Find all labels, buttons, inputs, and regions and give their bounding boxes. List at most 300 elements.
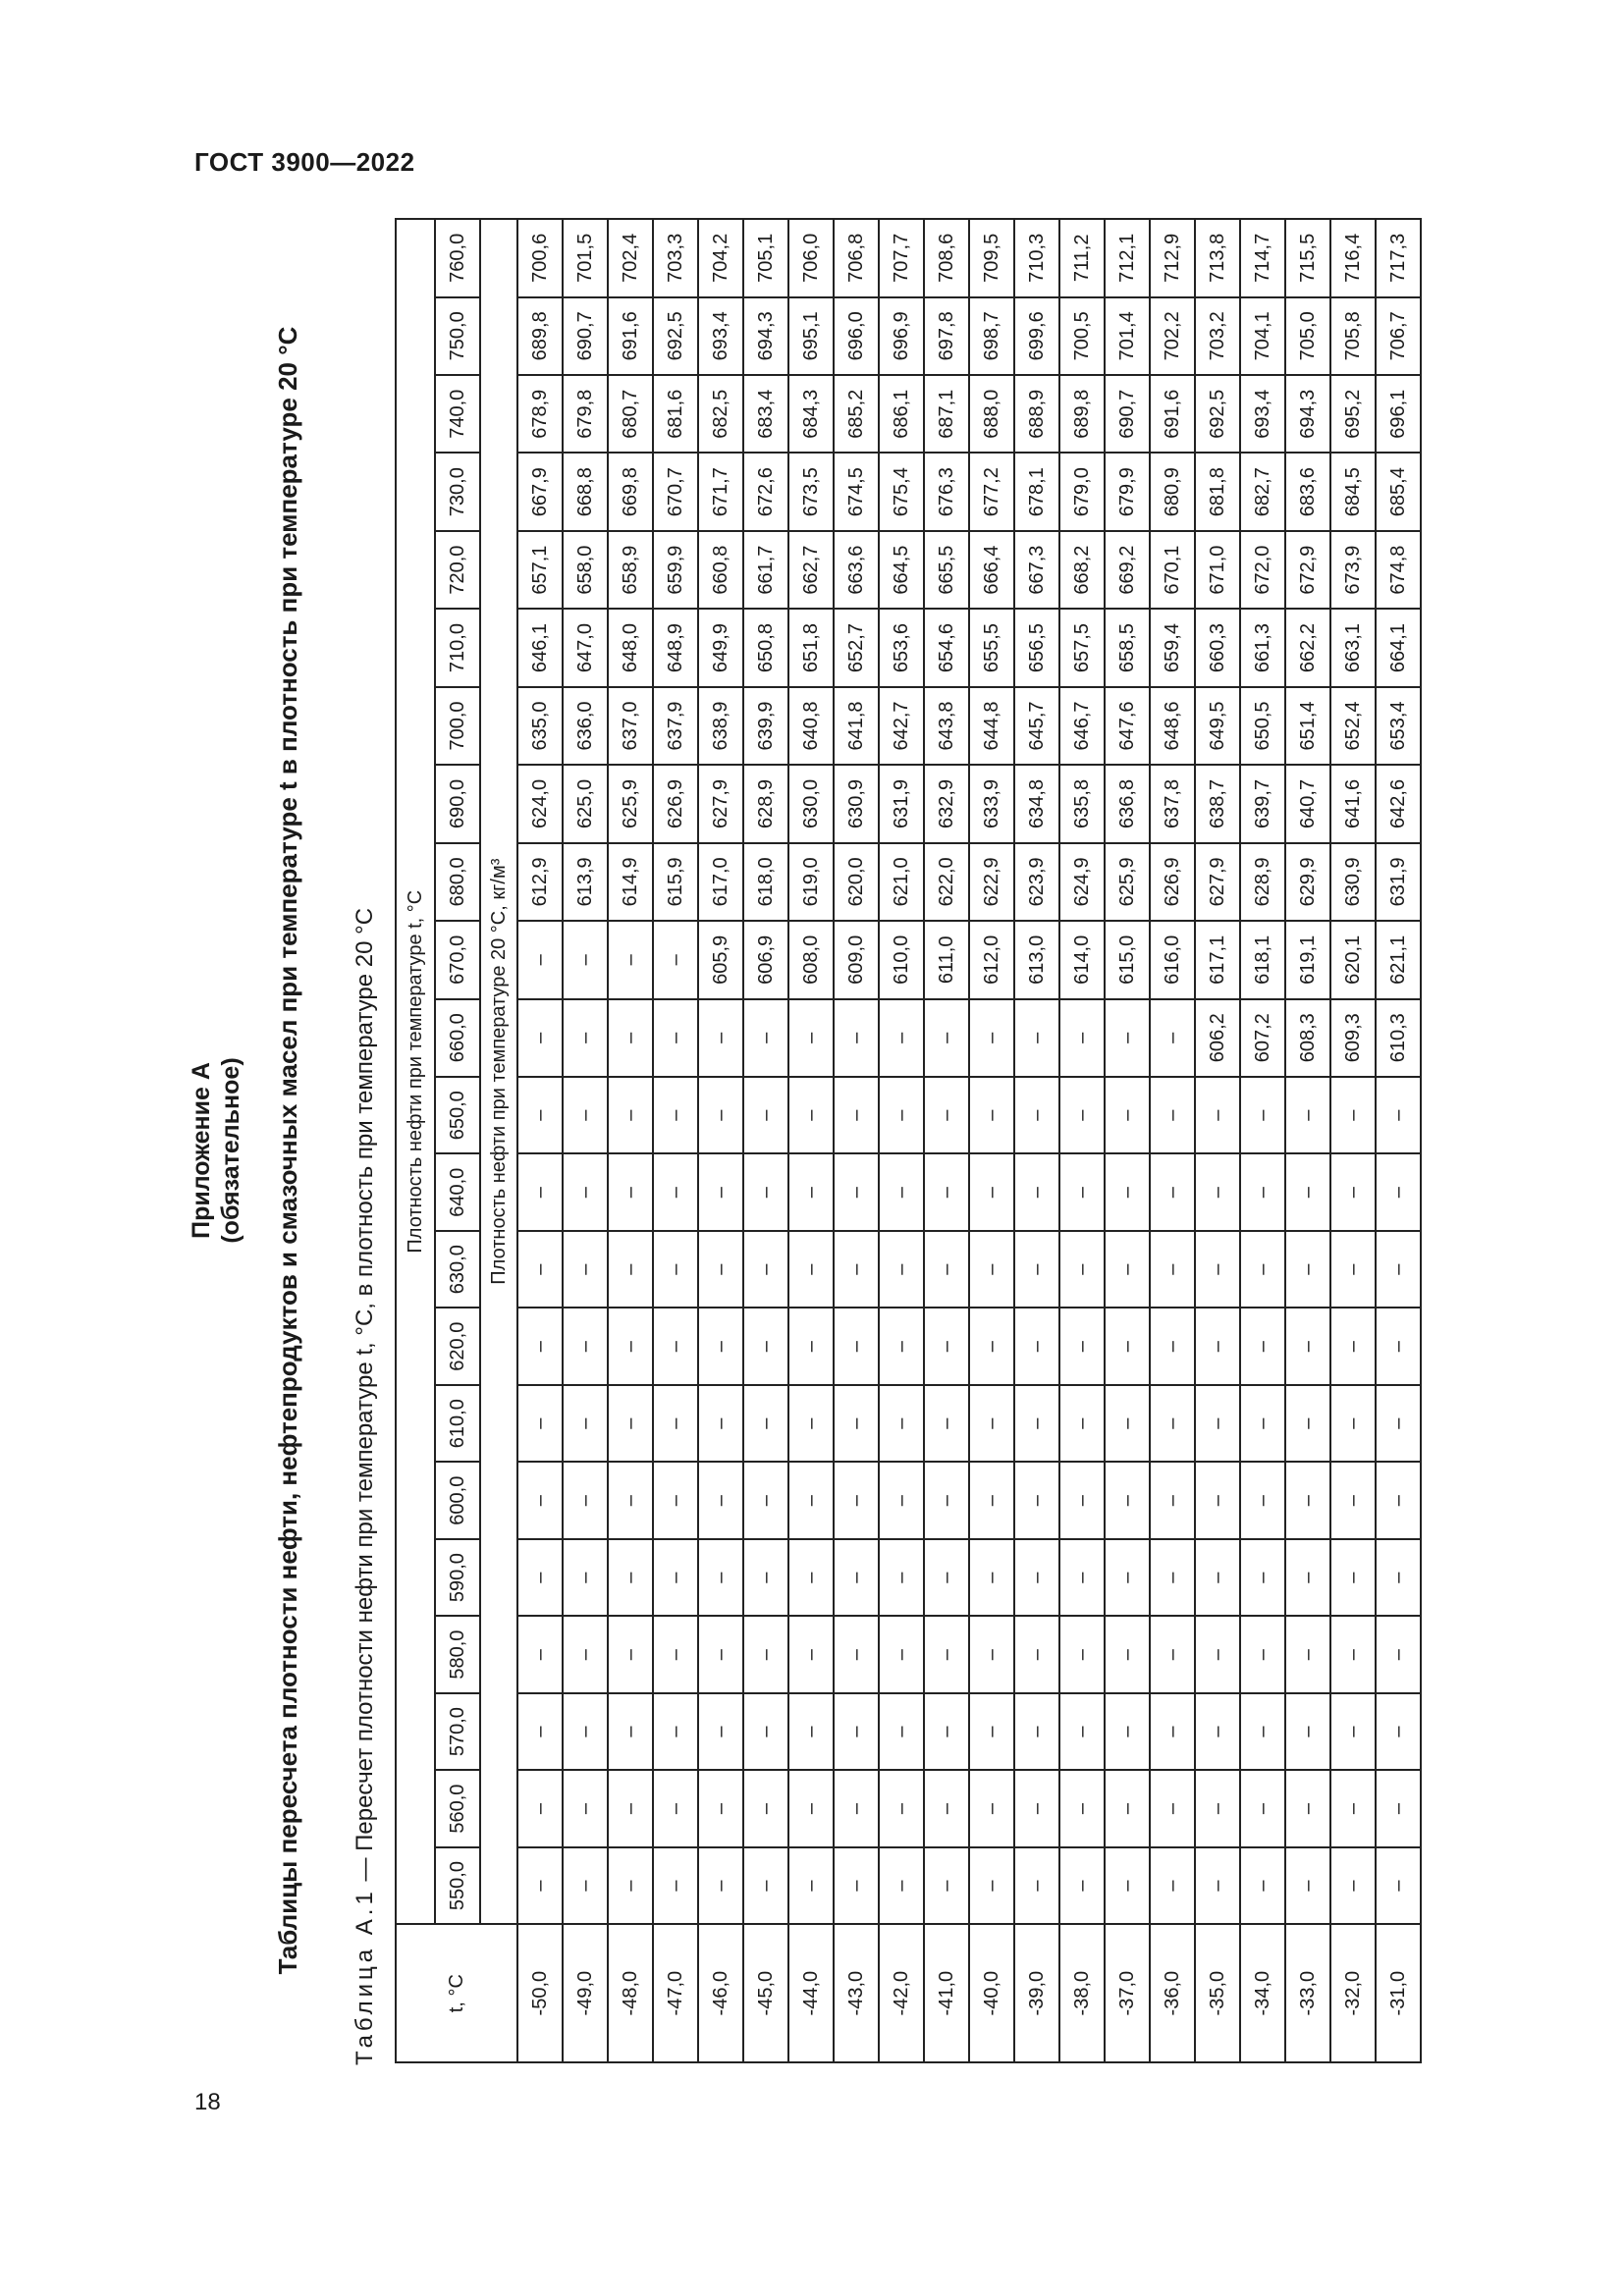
density-cell: 631,9 bbox=[1376, 843, 1421, 921]
density-cell: – bbox=[653, 1616, 698, 1692]
density-cell: 621,1 bbox=[1376, 921, 1421, 998]
temperature-cell: -41,0 bbox=[924, 1924, 969, 2062]
density-cell: 670,7 bbox=[653, 453, 698, 530]
density-cell: 610,3 bbox=[1376, 999, 1421, 1077]
density-cell: 637,9 bbox=[653, 687, 698, 765]
density-cell: – bbox=[698, 1693, 743, 1770]
density-cell: 682,5 bbox=[698, 375, 743, 453]
density-cell: 678,1 bbox=[1014, 453, 1059, 530]
density-cell: – bbox=[698, 1770, 743, 1846]
main-title: Таблицы пересчета плотности нефти, нефтепродуктов и смазочных масел при температуре t в плотность при температуре 20 °С bbox=[273, 326, 302, 1975]
density-cell: 643,8 bbox=[924, 687, 969, 765]
density-cell: – bbox=[608, 1462, 653, 1538]
density-cell: 696,9 bbox=[879, 297, 924, 375]
density-cell: – bbox=[1195, 1693, 1240, 1770]
density-cell: 662,2 bbox=[1285, 609, 1330, 686]
density-cell: – bbox=[1105, 1693, 1150, 1770]
density-cell: 663,1 bbox=[1330, 609, 1376, 686]
density-cell: 695,1 bbox=[788, 297, 834, 375]
density-cell: – bbox=[517, 1539, 563, 1616]
density-cell: 661,7 bbox=[743, 531, 788, 609]
table-header-row bbox=[396, 219, 435, 2062]
table-caption bbox=[352, 908, 379, 2065]
density-cell: 707,7 bbox=[879, 219, 924, 297]
density-cell: 687,1 bbox=[924, 375, 969, 453]
column-header: 630,0 bbox=[435, 1231, 480, 1308]
density-cell: – bbox=[788, 999, 834, 1077]
density-cell: – bbox=[653, 1693, 698, 1770]
density-cell: – bbox=[1059, 1308, 1105, 1384]
density-cell: 648,0 bbox=[608, 609, 653, 686]
density-cell: 659,9 bbox=[653, 531, 698, 609]
density-cell: – bbox=[653, 999, 698, 1077]
density-cell: 642,6 bbox=[1376, 765, 1421, 842]
density-cell: – bbox=[653, 1539, 698, 1616]
density-cell: 713,8 bbox=[1195, 219, 1240, 297]
temperature-cell: -42,0 bbox=[879, 1924, 924, 2062]
density-cell: – bbox=[1285, 1770, 1330, 1846]
density-cell: – bbox=[517, 1616, 563, 1692]
density-cell: – bbox=[653, 1077, 698, 1153]
density-cell: – bbox=[1105, 1539, 1150, 1616]
column-header: 580,0 bbox=[435, 1616, 480, 1692]
density-cell: 645,7 bbox=[1014, 687, 1059, 765]
density-cell: – bbox=[1195, 1770, 1240, 1846]
density-cell: 681,6 bbox=[653, 375, 698, 453]
density-cell: – bbox=[969, 1462, 1014, 1538]
density-cell: 664,5 bbox=[879, 531, 924, 609]
density-cell: – bbox=[1014, 1616, 1059, 1692]
density-cell: – bbox=[969, 1539, 1014, 1616]
density-cell: – bbox=[1105, 1308, 1150, 1384]
density-cell: 658,0 bbox=[563, 531, 608, 609]
density-cell: – bbox=[517, 1308, 563, 1384]
density-cell: – bbox=[1014, 1462, 1059, 1538]
density-cell: – bbox=[517, 1153, 563, 1230]
density-cell: – bbox=[834, 1231, 879, 1308]
density-cell: 655,5 bbox=[969, 609, 1014, 686]
density-cell: – bbox=[653, 921, 698, 998]
density-cell: – bbox=[1330, 1693, 1376, 1770]
density-cell: – bbox=[743, 1308, 788, 1384]
density-cell: – bbox=[1105, 1770, 1150, 1846]
density-cell: 660,3 bbox=[1195, 609, 1240, 686]
table-row bbox=[1195, 219, 1240, 2062]
density-cell: 660,8 bbox=[698, 531, 743, 609]
density-cell: – bbox=[1150, 1308, 1195, 1384]
table-row bbox=[743, 219, 788, 2062]
density-cell: 642,7 bbox=[879, 687, 924, 765]
density-cell: 667,3 bbox=[1014, 531, 1059, 609]
density-cell: 703,3 bbox=[653, 219, 698, 297]
density-cell: – bbox=[698, 1077, 743, 1153]
density-cell: 696,0 bbox=[834, 297, 879, 375]
density-cell: 708,6 bbox=[924, 219, 969, 297]
column-header: 600,0 bbox=[435, 1462, 480, 1538]
density-cell: – bbox=[834, 1770, 879, 1846]
sub-header: Плотность нефти при температуре 20 °С, кг/м³ bbox=[480, 219, 517, 1924]
density-cell: 671,7 bbox=[698, 453, 743, 530]
temperature-cell: -46,0 bbox=[698, 1924, 743, 2062]
density-cell: – bbox=[563, 1231, 608, 1308]
density-cell: – bbox=[1195, 1077, 1240, 1153]
density-cell: 652,7 bbox=[834, 609, 879, 686]
column-header: 570,0 bbox=[435, 1693, 480, 1770]
density-cell: – bbox=[924, 1770, 969, 1846]
density-cell: 712,9 bbox=[1150, 219, 1195, 297]
density-cell: 705,0 bbox=[1285, 297, 1330, 375]
density-cell: 609,0 bbox=[834, 921, 879, 998]
density-cell: 615,9 bbox=[653, 843, 698, 921]
density-cell: 673,5 bbox=[788, 453, 834, 530]
temperature-cell: -31,0 bbox=[1376, 1924, 1421, 2062]
density-cell: – bbox=[653, 1847, 698, 1924]
temperature-cell: -40,0 bbox=[969, 1924, 1014, 2062]
density-cell: 678,9 bbox=[517, 375, 563, 453]
density-cell: – bbox=[1059, 1539, 1105, 1616]
density-cell: 610,0 bbox=[879, 921, 924, 998]
temperature-cell: -49,0 bbox=[563, 1924, 608, 2062]
density-cell: – bbox=[1330, 1462, 1376, 1538]
density-cell: 648,6 bbox=[1150, 687, 1195, 765]
density-cell: – bbox=[1240, 1385, 1285, 1462]
density-cell: 665,5 bbox=[924, 531, 969, 609]
density-cell: 692,5 bbox=[1195, 375, 1240, 453]
density-cell: 692,5 bbox=[653, 297, 698, 375]
density-cell: 625,0 bbox=[563, 765, 608, 842]
density-cell: 613,0 bbox=[1014, 921, 1059, 998]
density-cell: – bbox=[608, 1308, 653, 1384]
density-cell: 649,9 bbox=[698, 609, 743, 686]
density-cell: – bbox=[969, 1077, 1014, 1153]
density-cell: 626,9 bbox=[1150, 843, 1195, 921]
density-cell: 608,3 bbox=[1285, 999, 1330, 1077]
column-header: 700,0 bbox=[435, 687, 480, 765]
temperature-cell: -39,0 bbox=[1014, 1924, 1059, 2062]
density-cell: – bbox=[743, 1385, 788, 1462]
density-cell: – bbox=[653, 1770, 698, 1846]
column-header: 750,0 bbox=[435, 297, 480, 375]
density-cell: 715,5 bbox=[1285, 219, 1330, 297]
density-cell: 671,0 bbox=[1195, 531, 1240, 609]
density-cell: – bbox=[1195, 1385, 1240, 1462]
density-cell: – bbox=[1059, 1385, 1105, 1462]
density-cell: 663,6 bbox=[834, 531, 879, 609]
density-cell: – bbox=[1376, 1153, 1421, 1230]
density-cell: – bbox=[1285, 1616, 1330, 1692]
table-row bbox=[924, 219, 969, 2062]
density-cell: 637,8 bbox=[1150, 765, 1195, 842]
density-cell: – bbox=[788, 1616, 834, 1692]
density-cell: – bbox=[1376, 1231, 1421, 1308]
density-cell: – bbox=[834, 1847, 879, 1924]
density-cell: – bbox=[1195, 1462, 1240, 1538]
density-cell: – bbox=[608, 1770, 653, 1846]
column-header: 740,0 bbox=[435, 375, 480, 453]
temperature-cell: -44,0 bbox=[788, 1924, 834, 2062]
density-cell: – bbox=[1330, 1539, 1376, 1616]
density-cell: 714,7 bbox=[1240, 219, 1285, 297]
density-cell: – bbox=[1195, 1539, 1240, 1616]
density-cell: – bbox=[563, 1462, 608, 1538]
density-cell: 712,1 bbox=[1105, 219, 1150, 297]
density-cell: 621,0 bbox=[879, 843, 924, 921]
density-cell: – bbox=[1240, 1153, 1285, 1230]
density-cell: 627,9 bbox=[698, 765, 743, 842]
density-cell: 605,9 bbox=[698, 921, 743, 998]
density-cell: 683,4 bbox=[743, 375, 788, 453]
density-cell: – bbox=[788, 1462, 834, 1538]
density-cell: – bbox=[1014, 1385, 1059, 1462]
density-cell: – bbox=[1376, 1539, 1421, 1616]
density-cell: – bbox=[608, 1231, 653, 1308]
density-cell: – bbox=[563, 1770, 608, 1846]
density-cell: 690,7 bbox=[1105, 375, 1150, 453]
density-cell: – bbox=[924, 1231, 969, 1308]
density-cell: – bbox=[563, 1539, 608, 1616]
density-cell: – bbox=[1330, 1077, 1376, 1153]
table-row bbox=[788, 219, 834, 2062]
table-row bbox=[1150, 219, 1195, 2062]
density-cell: 628,9 bbox=[743, 765, 788, 842]
density-cell: – bbox=[1150, 1385, 1195, 1462]
document-code: ГОСТ 3900—2022 bbox=[194, 147, 415, 177]
density-cell: – bbox=[1059, 1153, 1105, 1230]
density-cell: – bbox=[698, 1847, 743, 1924]
density-cell: – bbox=[924, 1693, 969, 1770]
density-cell: – bbox=[1150, 1077, 1195, 1153]
column-header: 690,0 bbox=[435, 765, 480, 842]
density-cell: 606,2 bbox=[1195, 999, 1240, 1077]
density-cell: – bbox=[517, 1385, 563, 1462]
density-cell: – bbox=[1376, 1693, 1421, 1770]
column-header: 720,0 bbox=[435, 531, 480, 609]
density-cell: – bbox=[1105, 1231, 1150, 1308]
temperature-cell: -50,0 bbox=[517, 1924, 563, 2062]
density-cell: – bbox=[1285, 1539, 1330, 1616]
density-cell: – bbox=[879, 1770, 924, 1846]
density-cell: – bbox=[653, 1308, 698, 1384]
density-cell: – bbox=[879, 1847, 924, 1924]
density-cell: – bbox=[879, 999, 924, 1077]
density-cell: – bbox=[1376, 1308, 1421, 1384]
density-cell: 710,3 bbox=[1014, 219, 1059, 297]
density-cell: – bbox=[969, 1385, 1014, 1462]
density-cell: – bbox=[788, 1770, 834, 1846]
density-cell: – bbox=[1330, 1308, 1376, 1384]
density-cell: – bbox=[563, 999, 608, 1077]
density-cell: 684,5 bbox=[1330, 453, 1376, 530]
density-cell: – bbox=[969, 1231, 1014, 1308]
density-cell: 625,9 bbox=[608, 765, 653, 842]
density-cell: 686,1 bbox=[879, 375, 924, 453]
density-cell: – bbox=[1014, 1231, 1059, 1308]
density-cell: 673,9 bbox=[1330, 531, 1376, 609]
density-cell: – bbox=[788, 1077, 834, 1153]
column-header: 610,0 bbox=[435, 1385, 480, 1462]
column-header: 560,0 bbox=[435, 1770, 480, 1846]
density-cell: – bbox=[743, 1539, 788, 1616]
density-cell: – bbox=[1285, 1231, 1330, 1308]
density-cell: 676,3 bbox=[924, 453, 969, 530]
density-cell: 704,1 bbox=[1240, 297, 1285, 375]
temperature-cell: -36,0 bbox=[1150, 1924, 1195, 2062]
density-cell: – bbox=[608, 1153, 653, 1230]
density-cell: – bbox=[1150, 1616, 1195, 1692]
density-cell: – bbox=[698, 1385, 743, 1462]
density-cell: 690,7 bbox=[563, 297, 608, 375]
density-cell: 647,6 bbox=[1105, 687, 1150, 765]
density-cell: – bbox=[924, 1077, 969, 1153]
density-cell: – bbox=[743, 1616, 788, 1692]
density-cell: – bbox=[1240, 1847, 1285, 1924]
density-cell: 693,4 bbox=[1240, 375, 1285, 453]
column-header: 670,0 bbox=[435, 921, 480, 998]
table-row bbox=[1014, 219, 1059, 2062]
density-cell: – bbox=[698, 999, 743, 1077]
appendix-subtitle: (обязательное) bbox=[217, 1057, 244, 1244]
temperature-cell: -32,0 bbox=[1330, 1924, 1376, 2062]
density-cell: – bbox=[1014, 1077, 1059, 1153]
density-cell: – bbox=[1330, 1616, 1376, 1692]
density-cell: 616,0 bbox=[1150, 921, 1195, 998]
density-cell: – bbox=[1105, 1153, 1150, 1230]
density-cell: 632,9 bbox=[924, 765, 969, 842]
density-cell: 627,9 bbox=[1195, 843, 1240, 921]
column-header: 730,0 bbox=[435, 453, 480, 530]
density-cell: 626,9 bbox=[653, 765, 698, 842]
density-cell: 672,9 bbox=[1285, 531, 1330, 609]
density-cell: – bbox=[1105, 1616, 1150, 1692]
density-cell: 635,8 bbox=[1059, 765, 1105, 842]
density-cell: 681,8 bbox=[1195, 453, 1240, 530]
page-number: 18 bbox=[194, 2089, 221, 2115]
density-cell: 628,9 bbox=[1240, 843, 1285, 921]
column-header: 660,0 bbox=[435, 999, 480, 1077]
density-cell: 615,0 bbox=[1105, 921, 1150, 998]
density-cell: 624,9 bbox=[1059, 843, 1105, 921]
density-cell: 682,7 bbox=[1240, 453, 1285, 530]
density-cell: – bbox=[1150, 1539, 1195, 1616]
density-cell: – bbox=[1150, 1462, 1195, 1538]
density-cell: 706,7 bbox=[1376, 297, 1421, 375]
density-cell: – bbox=[743, 1693, 788, 1770]
density-cell: – bbox=[517, 1693, 563, 1770]
density-cell: 688,0 bbox=[969, 375, 1014, 453]
density-cell: 680,7 bbox=[608, 375, 653, 453]
density-cell: – bbox=[1105, 1077, 1150, 1153]
density-cell: 651,8 bbox=[788, 609, 834, 686]
density-cell: – bbox=[879, 1462, 924, 1538]
density-cell: – bbox=[1285, 1077, 1330, 1153]
column-header-row bbox=[435, 219, 480, 2062]
density-cell: – bbox=[1285, 1153, 1330, 1230]
density-cell: – bbox=[698, 1616, 743, 1692]
density-cell: – bbox=[1240, 1231, 1285, 1308]
density-cell: 703,2 bbox=[1195, 297, 1240, 375]
rotated-content bbox=[187, 218, 1473, 2083]
density-cell: 622,9 bbox=[969, 843, 1014, 921]
top-header: Плотность нефти при температуре t, °С bbox=[396, 219, 435, 1924]
table-row bbox=[653, 219, 698, 2062]
density-cell: 698,7 bbox=[969, 297, 1014, 375]
density-cell: 647,0 bbox=[563, 609, 608, 686]
density-cell: – bbox=[924, 1539, 969, 1616]
density-cell: – bbox=[969, 1308, 1014, 1384]
density-cell: – bbox=[1059, 1770, 1105, 1846]
density-cell: – bbox=[743, 1847, 788, 1924]
temperature-cell: -34,0 bbox=[1240, 1924, 1285, 2062]
density-cell: 652,4 bbox=[1330, 687, 1376, 765]
density-cell: – bbox=[834, 1616, 879, 1692]
density-cell: – bbox=[924, 1385, 969, 1462]
density-cell: 680,9 bbox=[1150, 453, 1195, 530]
density-cell: 691,6 bbox=[608, 297, 653, 375]
density-cell: 637,0 bbox=[608, 687, 653, 765]
density-cell: – bbox=[1285, 1308, 1330, 1384]
density-cell: – bbox=[969, 1847, 1014, 1924]
density-cell: 659,4 bbox=[1150, 609, 1195, 686]
density-cell: 675,4 bbox=[879, 453, 924, 530]
density-cell: 702,4 bbox=[608, 219, 653, 297]
density-cell: 612,0 bbox=[969, 921, 1014, 998]
density-cell: – bbox=[563, 1385, 608, 1462]
density-cell: – bbox=[1240, 1770, 1285, 1846]
density-cell: 701,5 bbox=[563, 219, 608, 297]
density-cell: – bbox=[517, 1462, 563, 1538]
density-cell: 688,9 bbox=[1014, 375, 1059, 453]
density-cell: – bbox=[1285, 1847, 1330, 1924]
density-cell: – bbox=[1014, 1539, 1059, 1616]
density-cell: – bbox=[1105, 1847, 1150, 1924]
density-cell: – bbox=[1105, 1462, 1150, 1538]
column-header: 710,0 bbox=[435, 609, 480, 686]
density-cell: – bbox=[788, 1153, 834, 1230]
density-cell: 620,0 bbox=[834, 843, 879, 921]
density-cell: – bbox=[1105, 999, 1150, 1077]
density-cell: 635,0 bbox=[517, 687, 563, 765]
density-cell: 618,0 bbox=[743, 843, 788, 921]
density-cell: 619,0 bbox=[788, 843, 834, 921]
density-cell: – bbox=[834, 1153, 879, 1230]
density-cell: 674,5 bbox=[834, 453, 879, 530]
density-cell: – bbox=[1150, 999, 1195, 1077]
density-cell: 711,2 bbox=[1059, 219, 1105, 297]
density-cell: – bbox=[924, 1616, 969, 1692]
density-cell: – bbox=[653, 1231, 698, 1308]
density-cell: – bbox=[1195, 1308, 1240, 1384]
density-cell: – bbox=[608, 1077, 653, 1153]
density-cell: 658,5 bbox=[1105, 609, 1150, 686]
density-cell: – bbox=[1195, 1847, 1240, 1924]
density-cell: 701,4 bbox=[1105, 297, 1150, 375]
density-cell: 705,8 bbox=[1330, 297, 1376, 375]
density-cell: 638,9 bbox=[698, 687, 743, 765]
density-cell: 631,9 bbox=[879, 765, 924, 842]
temperature-cell: -35,0 bbox=[1195, 1924, 1240, 2062]
density-cell: 656,5 bbox=[1014, 609, 1059, 686]
density-cell: – bbox=[788, 1693, 834, 1770]
density-cell: 700,5 bbox=[1059, 297, 1105, 375]
density-cell: – bbox=[1150, 1770, 1195, 1846]
density-cell: – bbox=[879, 1308, 924, 1384]
density-cell: 641,6 bbox=[1330, 765, 1376, 842]
density-cell: – bbox=[1059, 1693, 1105, 1770]
density-cell: – bbox=[879, 1231, 924, 1308]
density-cell: – bbox=[969, 1153, 1014, 1230]
density-cell: – bbox=[743, 999, 788, 1077]
density-cell: 667,9 bbox=[517, 453, 563, 530]
